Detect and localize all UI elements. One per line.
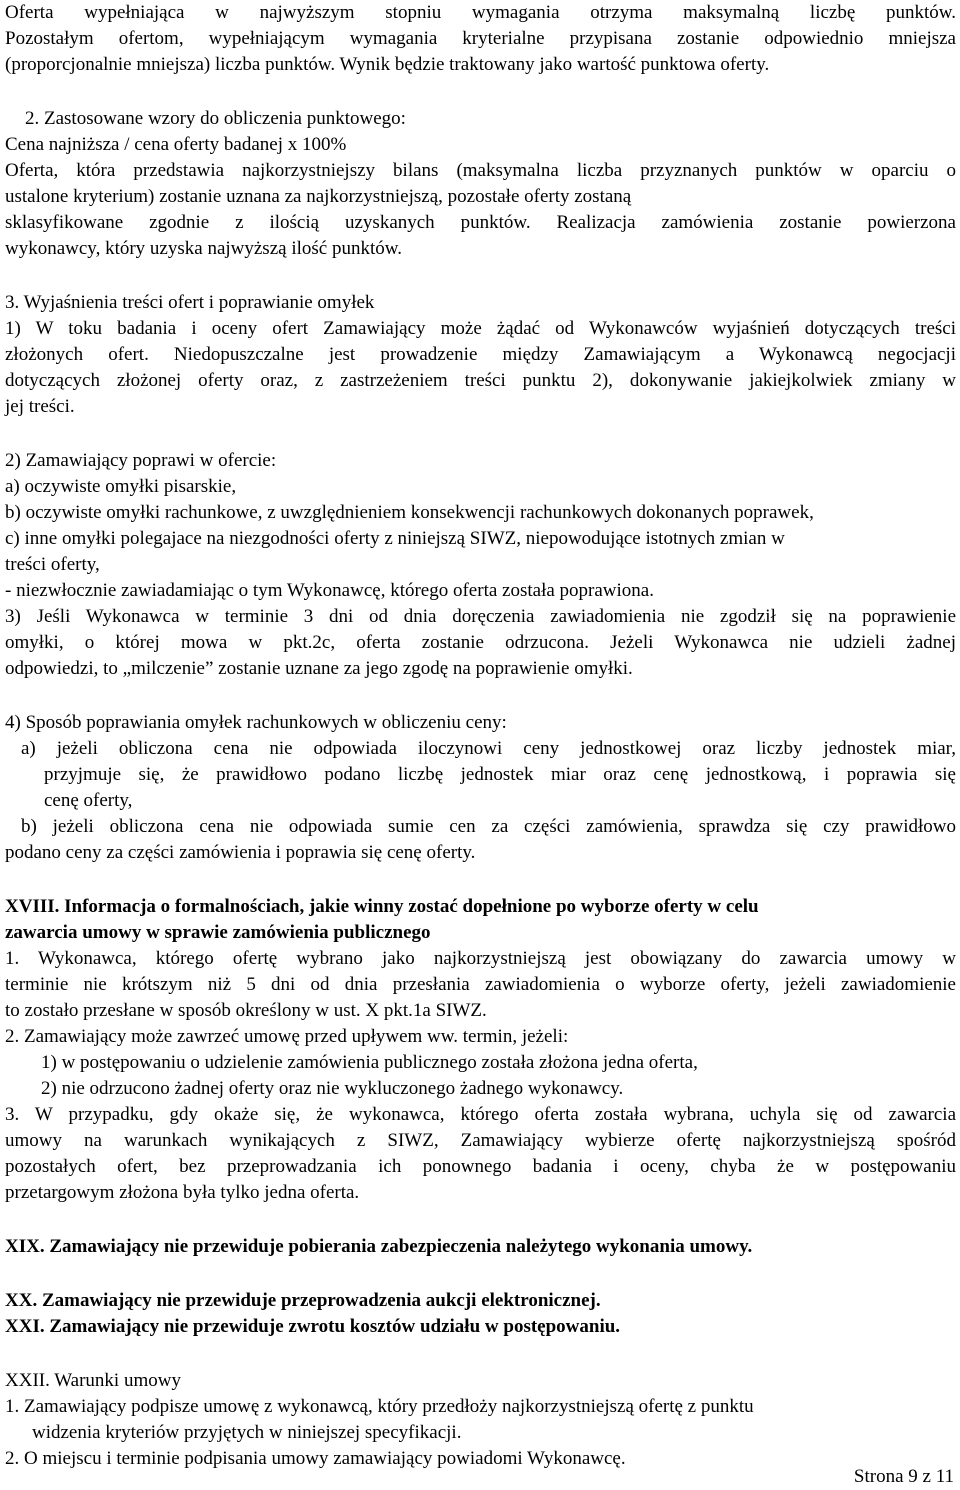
text-line: umowy na warunkach wynikających z SIWZ, Zamawiający wybierze ofertę najkorzystniejszą spośród	[5, 1130, 956, 1151]
text-line: treści oferty,	[5, 554, 100, 575]
text-line: Cena najniższa / cena oferty badanej x 100%	[5, 134, 347, 155]
text-line: (proporcjonalnie mniejsza) liczba punktów. Wynik będzie traktowany jako wartość punktowa oferty.	[5, 54, 770, 75]
section-heading: XX. Zamawiający nie przewiduje przeprowadzenia aukcji elektronicznej.	[5, 1290, 601, 1311]
text-line: 2. Zamawiający może zawrzeć umowę przed upływem ww. termin, jeżeli:	[5, 1026, 569, 1047]
text-line: jej treści.	[5, 396, 75, 417]
text-line: odpowiedzi, to „milczenie” zostanie uznane za jego zgodę na poprawienie omyłki.	[5, 658, 633, 679]
text-line: dotyczących złożonej oferty oraz, z zastrzeżeniem treści punktu 2), dokonywanie jakiejkolwiek zmiany w	[5, 370, 956, 391]
text-line: sklasyfikowane zgodnie z ilością uzyskanych punktów. Realizacja zamówienia zostanie powierzona	[5, 212, 956, 233]
text-line: złożonych ofert. Niedopuszczalne jest prowadzenie między Zamawiającym a Wykonawcą negocjacji	[5, 344, 956, 365]
text-line: 1. Wykonawca, którego ofertę wybrano jako najkorzystniejszą jest obowiązany do zawarcia umowy w	[5, 948, 956, 969]
text-line: b) jeżeli obliczona cena nie odpowiada sumie cen za części zamówienia, sprawdza się czy prawidłowo	[21, 816, 956, 837]
text-line: ustalone kryterium) zostanie uznana za najkorzystniejszą, pozostałe oferty zostaną	[5, 186, 632, 207]
text-line: 2. Zastosowane wzory do obliczenia punktowego:	[25, 108, 406, 129]
text-line: to zostało przesłane w sposób określony w ust. X pkt.1a SIWZ.	[5, 1000, 487, 1021]
text-line: 3. W przypadku, gdy okaże się, że wykonawca, którego oferta została wybrana, uchyla się od zawarcia	[5, 1104, 956, 1125]
text-line: omyłki, o której mowa w pkt.2c, oferta zostanie odrzucona. Jeżeli Wykonawca nie udzieli żadnej	[5, 632, 956, 653]
section-heading: XIX. Zamawiający nie przewiduje pobierania zabezpieczenia należytego wykonania umowy.	[5, 1236, 753, 1257]
text-line: 3. Wyjaśnienia treści ofert i poprawianie omyłek	[5, 292, 375, 313]
text-line: a) jeżeli obliczona cena nie odpowiada iloczynowi ceny jednostkowej oraz liczby jednostek miar,	[21, 738, 956, 759]
text-line: b) oczywiste omyłki rachunkowe, z uwzględnieniem konsekwencji rachunkowych dokonanych poprawek,	[5, 502, 814, 523]
text-line: 2. O miejscu i terminie podpisania umowy zamawiający powiadomi Wykonawcę.	[5, 1448, 626, 1469]
text-line: terminie nie krótszym niż 5 dni od dnia przesłania zawiadomienia o wyborze oferty, jeżeli zawiadomienie	[5, 974, 956, 995]
text-line: Oferta wypełniająca w najwyższym stopniu wymagania otrzyma maksymalną liczbę punktów.	[5, 2, 956, 23]
text-line: a) oczywiste omyłki pisarskie,	[5, 476, 237, 497]
text-line: Pozostałym ofertom, wypełniającym wymagania kryterialne przypisana zostanie odpowiednio mniejsza	[5, 28, 956, 49]
text-line: 1. Zamawiający podpisze umowę z wykonawcą, który przedłoży najkorzystniejszą ofertę z punktu	[5, 1396, 754, 1417]
text-line: przetargowym złożona była tylko jedna oferta.	[5, 1182, 360, 1203]
text-line: 2) nie odrzucono żadnej oferty oraz nie wykluczonego żadnego wykonawcy.	[41, 1078, 624, 1099]
text-line: 2) Zamawiający poprawi w ofercie:	[5, 450, 277, 471]
section-heading: XVIII. Informacja o formalnościach, jakie winny zostać dopełnione po wyborze oferty w celu	[5, 896, 759, 917]
text-line: 1) W toku badania i oceny ofert Zamawiający może żądać od Wykonawców wyjaśnień dotyczących treści	[5, 318, 956, 339]
text-line: podano ceny za części zamówienia i poprawia się cenę oferty.	[5, 842, 476, 863]
text-line: przyjmuje się, że prawidłowo podano liczbę jednostek miar oraz cenę jednostkową, i poprawia się	[44, 764, 956, 785]
text-line: - niezwłocznie zawiadamiając o tym Wykonawcę, którego oferta została poprawiona.	[5, 580, 654, 601]
section-heading: zawarcia umowy w sprawie zamówienia publicznego	[5, 922, 431, 943]
text-line: 4) Sposób poprawiania omyłek rachunkowych w obliczeniu ceny:	[5, 712, 507, 733]
text-line: wykonawcy, który uzyska najwyższą ilość punktów.	[5, 238, 402, 259]
text-line: 1) w postępowaniu o udzielenie zamówienia publicznego została złożona jedna oferta,	[41, 1052, 698, 1073]
page-number: Strona 9 z 11	[853, 1466, 954, 1487]
text-line: XXII. Warunki umowy	[5, 1370, 181, 1391]
text-line: 3) Jeśli Wykonawca w terminie 3 dni od dnia doręczenia zawiadomienia nie zgodził się na poprawienie	[5, 606, 956, 627]
text-line: Oferta, która przedstawia najkorzystniejszy bilans (maksymalna liczba przyznanych punktów w oparciu o	[5, 160, 956, 181]
text-line: cenę oferty,	[44, 790, 133, 811]
text-line: c) inne omyłki polegajace na niezgodności oferty z niniejszą SIWZ, niepowodujące istotnych zmian w	[5, 528, 785, 549]
section-heading: XXI. Zamawiający nie przewiduje zwrotu kosztów udziału w postępowaniu.	[5, 1316, 621, 1337]
text-line: widzenia kryteriów przyjętych w niniejszej specyfikacji.	[32, 1422, 462, 1443]
text-line: pozostałych ofert, bez przeprowadzania ich ponownego badania i oceny, chyba że w postępowaniu	[5, 1156, 956, 1177]
